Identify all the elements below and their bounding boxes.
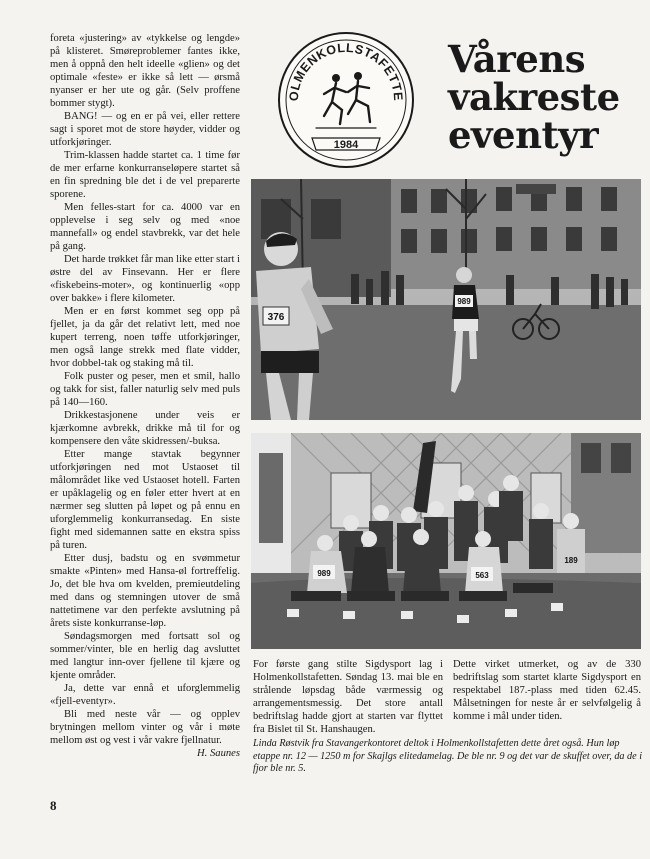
headline-line: Vårens <box>448 37 586 81</box>
paragraph: Trim-klassen hadde startet ca. 1 time før de mer erfarne konkurranseløpere startet så en fin spredning ble det i de vel preparerte sporene. <box>50 150 240 200</box>
paragraph: Drikkestasjonene under veis er kjærkomne avbrekk, drikke må til for og kompensere den våte skidressen/-buksa. <box>50 410 240 447</box>
race-bib: 989 <box>317 569 331 578</box>
article-headline <box>448 37 638 157</box>
paragraph: Men er en først kommet seg opp på fjellet, ja da går det relativt lett, med noe kupert terreng, noen tøffe utforkjøringer, men også lange strekk med flate vidder, hvor dobbel-tak og staking må til. <box>50 306 240 369</box>
logo-ring-text: OLMENKOLLSTAFETTE <box>286 40 406 102</box>
race-bib: 189 <box>564 556 578 565</box>
paragraph: Det harde trøkket får man like etter start i østre del av Finsevann. Her er flere «fiskebeins-moter», og kontinuerlig «opp over bakke» i flere kilometer. <box>50 254 240 304</box>
headline-line: eventyr <box>448 113 599 157</box>
paragraph: Etter mange stavtak begynner utforkjøringen ned mot Ustaoset til målområdet like ved Ustaoset hotell. Farten er upåklagelig og en føler etter hvert at en nærmer seg slutten på løpet og på ennu en uforglemmelig konkurransedag. En siste fight med sidemannen satte en ekstra spiss på turen. <box>50 449 240 551</box>
race-bib: 563 <box>475 571 489 580</box>
photo-text-right: Dette virket utmerket, og av de 330 bedriftslag som startet klarte Sigdysport en respektabel 187.-plass med tiden 62.45. Målsetningen for neste år er selvfølgelig å komme i mål under tiden. <box>453 659 641 722</box>
team-group-photo <box>251 433 641 649</box>
paragraph: Ja, dette var ennå et uforglemmelig «fjell-eventyr». <box>50 683 240 707</box>
photo-text-left: For første gang stilte Sigdysport lag i Holmenkollstafetten. Søndag 13. mai ble en strålende løpsdag både værmessig og arrangementsmessig. Det store antall bedriftslag hadde gjort at starten var flyttet fra Bislet til St. Hanshaugen. <box>253 659 443 735</box>
headline-line: vakreste <box>448 75 620 119</box>
race-street-photo <box>251 179 641 420</box>
paragraph: Folk puster og peser, men et smil, hallo og takk for sist, faller naturlig selv med puls på 140—160. <box>50 371 240 408</box>
author-signature: H. Saunes <box>197 748 240 759</box>
holmenkollstafetten-logo <box>276 30 416 170</box>
race-bib: 989 <box>457 297 471 306</box>
photo-caption: Linda Røstvik fra Stavangerkontoret deltok i Holmenkollstafetten dette året også. Hun løp etappe nr. 12 — 1250 m for Skajlgs elitedamelag. De ble nr. 9 og det var de skuffet over, da de i fjor ble nr. 5. <box>253 738 643 775</box>
logo-emblem <box>276 30 416 170</box>
logo-year: 1984 <box>333 139 359 151</box>
paragraph: BANG! — og en er på vei, eller rettere sagt i sporet mot de store høyder, vidder og utforkjøringer. <box>50 111 240 148</box>
race-bib: 376 <box>267 312 285 323</box>
paragraph: Men felles-start for ca. 4000 var en opplevelse i seg selv og med «noe mannefall» og endel stavbrekk, var det hele på gang. <box>50 202 240 252</box>
paragraph: Etter dusj, badstu og en svømmetur smakte «Pinten» med Hansa-øl fortreffelig. Jo, det ble hva om kvelden, premieutdeling med dans og stemningen utover de små nattetimene var den perfekte avslutning på årets siste konkurranse-løp. <box>50 553 240 629</box>
paragraph: Bli med neste vår — og opplev brytningen mellom vinter og vår i møte mellom øst og vest i vår vakre fjellnatur. <box>50 709 240 746</box>
paragraph: Søndagsmorgen med fortsatt sol og sommer/vinter, ble en herlig dag avsluttet med langtur inn-over fjellene til kjære og kjente områder. <box>50 631 240 681</box>
left-text-column <box>50 32 240 760</box>
paragraph: foreta «justering» av «tykkelse og lengde» på klisteret. Smøreproblemer fantes ikke, men å oppnå den helt ideelle «glien» og det optimale «feste» er ikke så lett — ørsmå nyanser er her ute og går. (Selv proffene bommer stygt). <box>50 33 240 109</box>
page-number: 8 <box>50 798 57 813</box>
